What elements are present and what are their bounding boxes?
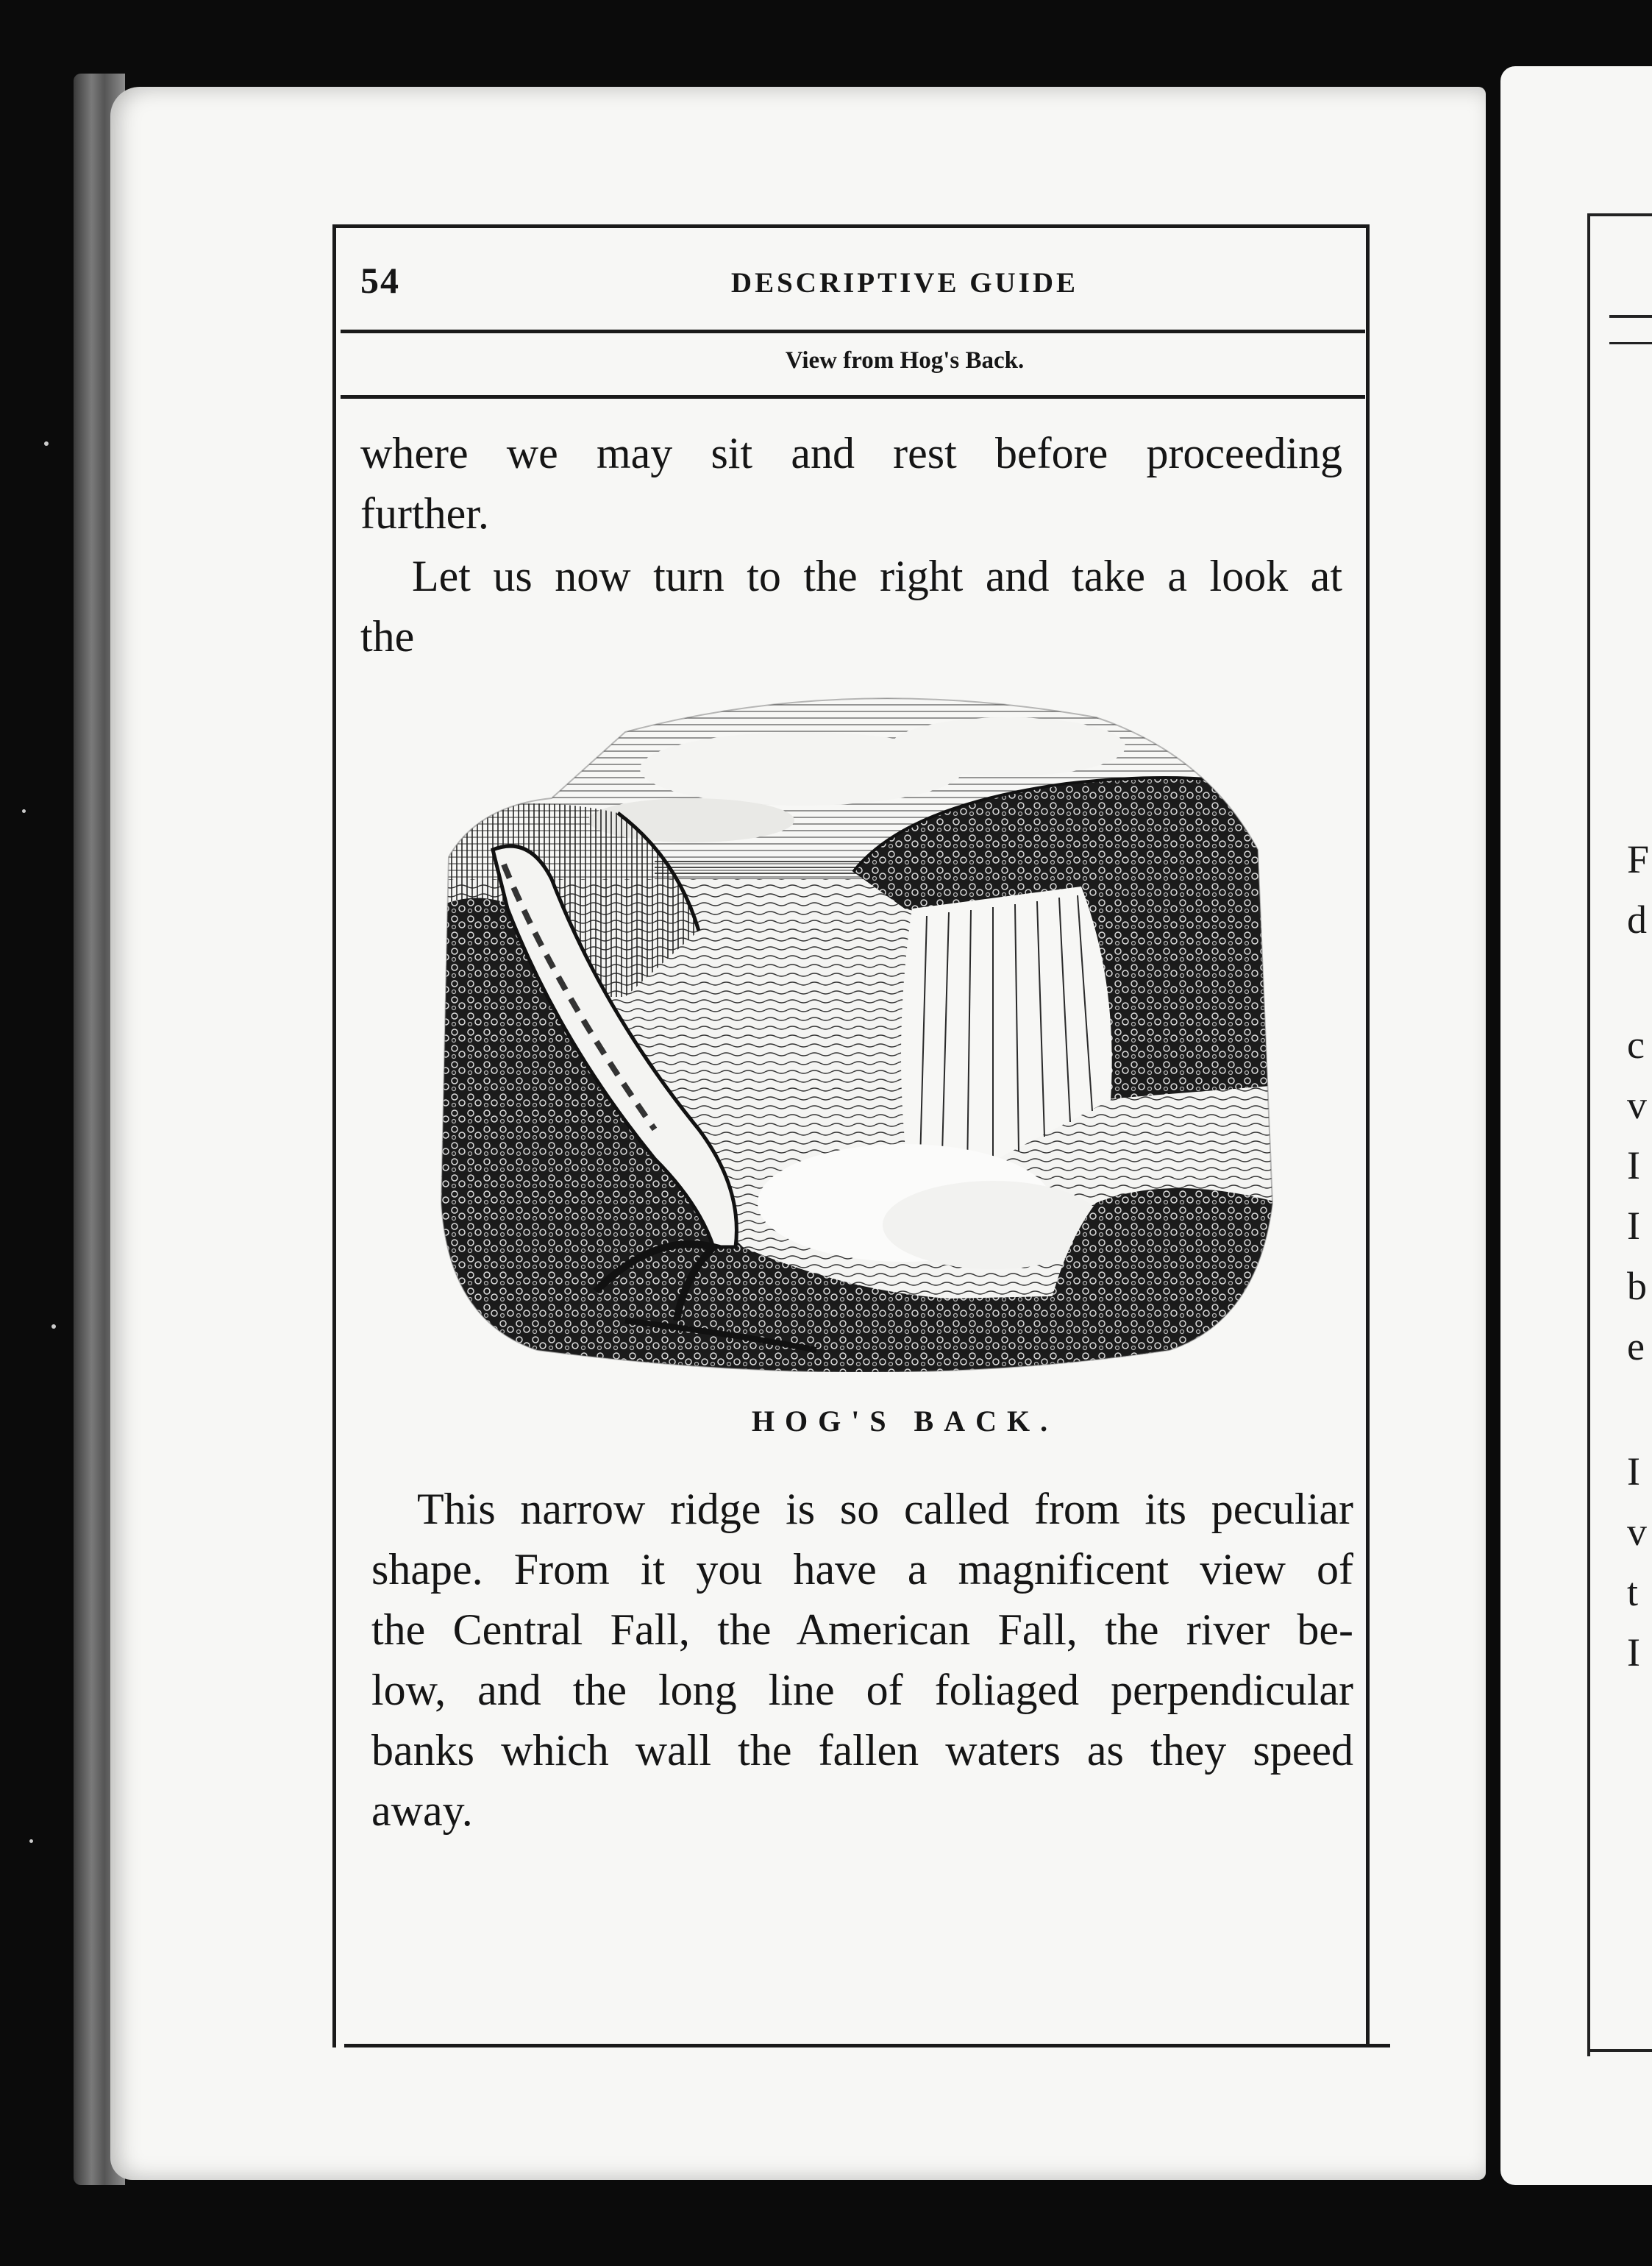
text-line: low, and the long line of foliaged perpendicular [371, 1666, 1353, 1714]
page-frame-bottom [344, 2044, 1390, 2047]
facing-page-letter: e [1627, 1324, 1645, 1368]
facing-page-letter: I [1627, 1143, 1640, 1187]
facing-page-letter: c [1627, 1023, 1645, 1067]
text-line: shape. From it you have a magnificent view of [371, 1545, 1353, 1594]
facing-page-frame-left [1587, 213, 1590, 2056]
text-line: This narrow ridge is so called from its peculiar [417, 1485, 1353, 1533]
facing-page-letter: t [1627, 1570, 1639, 1614]
facing-page-frame-top [1587, 213, 1652, 216]
facing-page-letter: I [1627, 1449, 1640, 1494]
page-frame-left [332, 224, 336, 2047]
text-line: where we may sit and rest before proceeding [360, 429, 1342, 477]
facing-page-frame-bottom [1587, 2049, 1652, 2052]
paragraph-intro [360, 546, 1342, 667]
facing-page-letter: F [1627, 837, 1650, 881]
section-subhead: View from Hog's Back. [785, 347, 1025, 374]
page-frame-right [1366, 224, 1370, 2047]
page-frame-top [332, 224, 1370, 228]
dust-speck [22, 809, 26, 813]
text-line: further. [360, 489, 489, 538]
dust-speck [51, 1324, 56, 1329]
page-number: 54 [360, 260, 400, 301]
illustration-caption: HOG'S BACK. [751, 1404, 1058, 1438]
facing-page-letter: I [1627, 1204, 1640, 1248]
header-rule [341, 330, 1365, 333]
running-head: DESCRIPTIVE GUIDE [730, 267, 1079, 299]
facing-page-rule [1609, 342, 1652, 344]
paragraph-description [371, 1479, 1353, 1841]
text-line: the [360, 612, 415, 661]
facing-page-letter: b [1627, 1264, 1647, 1308]
dust-speck [44, 441, 49, 446]
paragraph-continued [360, 423, 1342, 544]
facing-page-letter: d [1627, 898, 1647, 942]
subhead-rule [341, 395, 1365, 399]
facing-page-letter: I [1627, 1630, 1640, 1674]
facing-page-rule [1609, 315, 1652, 318]
text-line: the Central Fall, the American Fall, the river be- [371, 1605, 1353, 1654]
text-line: Let us now turn to the right and take a look at [412, 552, 1342, 600]
facing-page-letter: v [1627, 1510, 1647, 1554]
facing-page-letter: v [1627, 1083, 1647, 1127]
text-line: banks which wall the fallen waters as they speed [371, 1726, 1353, 1775]
text-line: away. [371, 1786, 473, 1835]
waterfall-engraving [434, 688, 1280, 1372]
dust-speck [29, 1839, 33, 1843]
